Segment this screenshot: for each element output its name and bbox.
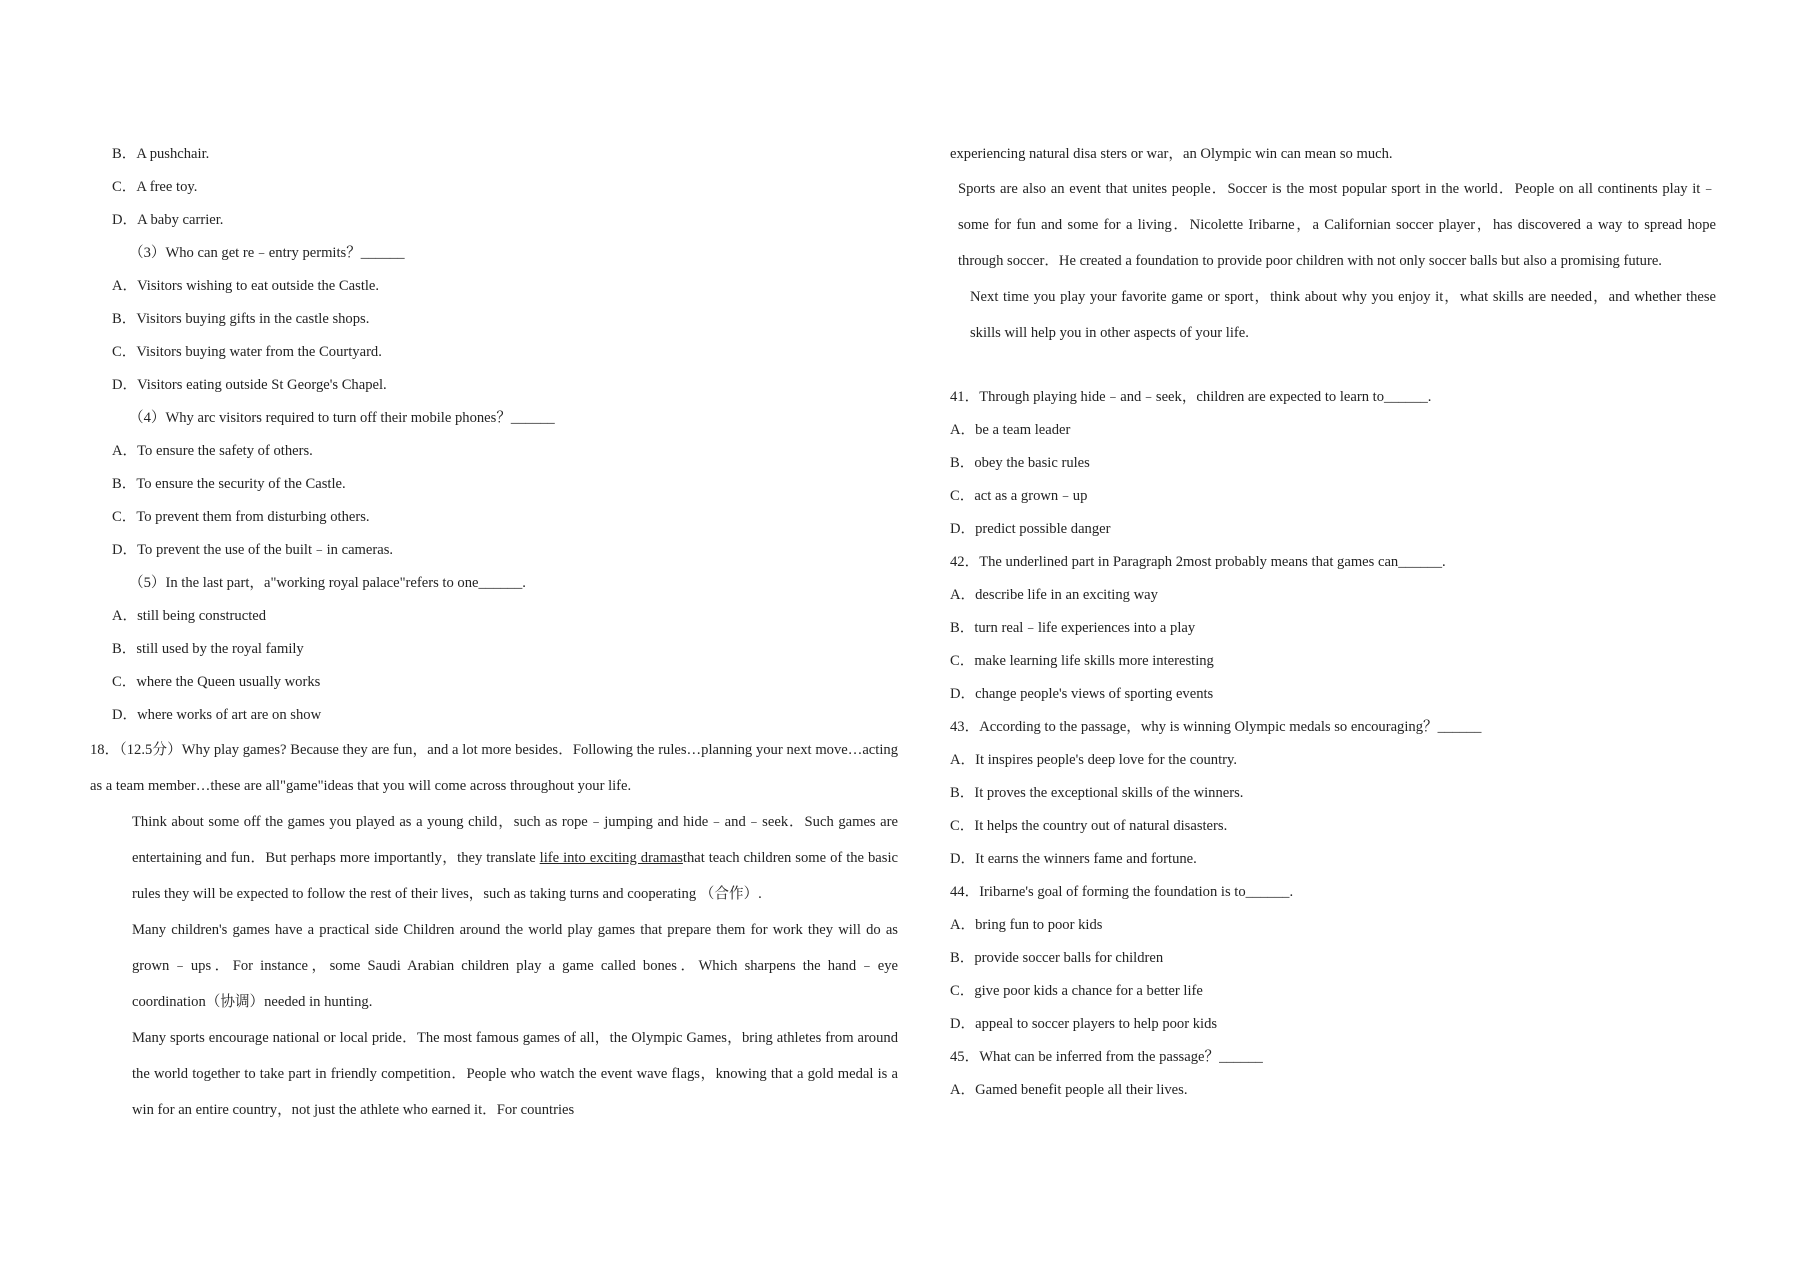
question-43-option-d: D．It earns the winners fame and fortune. <box>950 851 1197 867</box>
question-3-option-b: B．Visitors buying gifts in the castle shops. <box>112 311 370 327</box>
right-column <box>950 138 1716 1107</box>
question-44-stem: 44．Iribarne's goal of forming the foundation is to______. <box>950 884 1294 900</box>
passage-paragraph-4: Many sports encourage national or local pride．The most famous games of all，the Olympic Games，bring athletes from around the world together to take part in friendly competition．People who watch the event wave flags，knowing that a gold medal is a win for an entire country，not just the athlete who earned it．For countries <box>132 1030 898 1118</box>
question-5-option-b: B．still used by the royal family <box>112 641 304 657</box>
question-43-option-a: A．It inspires people's deep love for the country. <box>950 752 1237 768</box>
passage-paragraph-2 <box>112 804 898 912</box>
question-18-intro: 18．（12.5分）Why play games? Because they are fun，and a lot more besides．Following the rules…planning your next move…acting as a team member…these are all"game"ideas that you will come across throughout your life. <box>90 742 898 794</box>
question-5-option-c: C．where the Queen usually works <box>112 674 321 690</box>
option-c: C．A free toy. <box>112 179 198 195</box>
question-45-stem: 45．What can be inferred from the passage？______ <box>950 1049 1263 1065</box>
question-41-option-a: A．be a team leader <box>950 422 1071 438</box>
question-41-option-b: B．obey the basic rules <box>950 455 1090 471</box>
question-3-option-d: D．Visitors eating outside St George's Chapel. <box>112 377 387 393</box>
question-44-option-c: C．give poor kids a chance for a better life <box>950 983 1203 999</box>
spacer <box>950 351 1716 381</box>
option-d: D．A baby carrier. <box>112 212 224 228</box>
question-5-option-a: A．still being constructed <box>112 608 267 624</box>
question-41-stem: 41．Through playing hide﹣and﹣seek，children are expected to learn to______. <box>950 389 1432 405</box>
question-44-option-b: B．provide soccer balls for children <box>950 950 1164 966</box>
question-44-option-d: D．appeal to soccer players to help poor kids <box>950 1016 1218 1032</box>
question-43-option-b: B．It proves the exceptional skills of the winners. <box>950 785 1244 801</box>
question-41-option-c: C．act as a grown﹣up <box>950 488 1088 504</box>
question-5-stem: （5）In the last part，a"working royal palace"refers to one______. <box>129 575 526 591</box>
option-b: B．A pushchair. <box>112 146 210 162</box>
question-3-option-c: C．Visitors buying water from the Courtyard. <box>112 344 382 360</box>
question-3-option-a: A．Visitors wishing to eat outside the Castle. <box>112 278 380 294</box>
question-4-option-a: A．To ensure the safety of others. <box>112 443 313 459</box>
question-42-option-b: B．turn real﹣life experiences into a play <box>950 620 1196 636</box>
question-43-option-c: C．It helps the country out of natural disasters. <box>950 818 1228 834</box>
question-5-option-d: D．where works of art are on show <box>112 707 322 723</box>
question-42-option-d: D．change people's views of sporting events <box>950 686 1214 702</box>
question-44-option-a: A．bring fun to poor kids <box>950 917 1103 933</box>
question-4-stem: （4）Why arc visitors required to turn off their mobile phones？______ <box>129 410 555 426</box>
question-42-option-a: A．describe life in an exciting way <box>950 587 1158 603</box>
passage-paragraph-3: Many children's games have a practical side Children around the world play games that prepare them for work they will do as grown﹣ups．For instance，some Saudi Arabian children play a game called bones．Which sharpens the hand﹣eye coordination（协调）needed in hunting. <box>132 922 898 1010</box>
question-4-option-b: B．To ensure the security of the Castle. <box>112 476 346 492</box>
paragraph-2-text-start: Think about some off the games you played as a young child，such as rope﹣jumping and hide﹣and﹣seek．Such games are entertaining and fun．But perhaps more importantly，they translate <box>132 814 898 866</box>
question-4-option-c: C．To prevent them from disturbing others. <box>112 509 370 525</box>
question-43-stem: 43．According to the passage，why is winning Olympic medals so encouraging？______ <box>950 719 1482 735</box>
passage-paragraph-4-continued: experiencing natural disa sters or war，an Olympic win can mean so much. <box>950 146 1393 162</box>
left-column <box>90 138 898 1128</box>
question-45-option-a: A．Gamed benefit people all their lives. <box>950 1082 1188 1098</box>
question-3-stem: （3）Who can get re﹣entry permits？______ <box>129 245 405 261</box>
question-4-option-d: D．To prevent the use of the built﹣in cameras. <box>112 542 394 558</box>
question-42-stem: 42．The underlined part in Paragraph 2most probably means that games can______. <box>950 554 1446 570</box>
question-42-option-c: C．make learning life skills more interesting <box>950 653 1214 669</box>
passage-paragraph-5: Sports are also an event that unites people．Soccer is the most popular sport in the world．People on all continents play it﹣some for fun and some for a living．Nicolette Iribarne，a Californian soccer player，has discovered a way to spread hope through soccer．He created a foundation to provide poor children with not only soccer balls but also a promising future. <box>958 181 1716 269</box>
underlined-phrase: life into exciting dramas <box>539 850 683 866</box>
question-41-option-d: D．predict possible danger <box>950 521 1111 537</box>
passage-paragraph-6: Next time you play your favorite game or sport，think about why you enjoy it，what skills are needed，and whether these skills will help you in other aspects of your life. <box>970 289 1716 341</box>
paragraph-2-text-end: that teach children some of the basic rules they will be expected to follow the rest of their lives，such as taking turns and cooperating （合作）. <box>132 850 898 902</box>
